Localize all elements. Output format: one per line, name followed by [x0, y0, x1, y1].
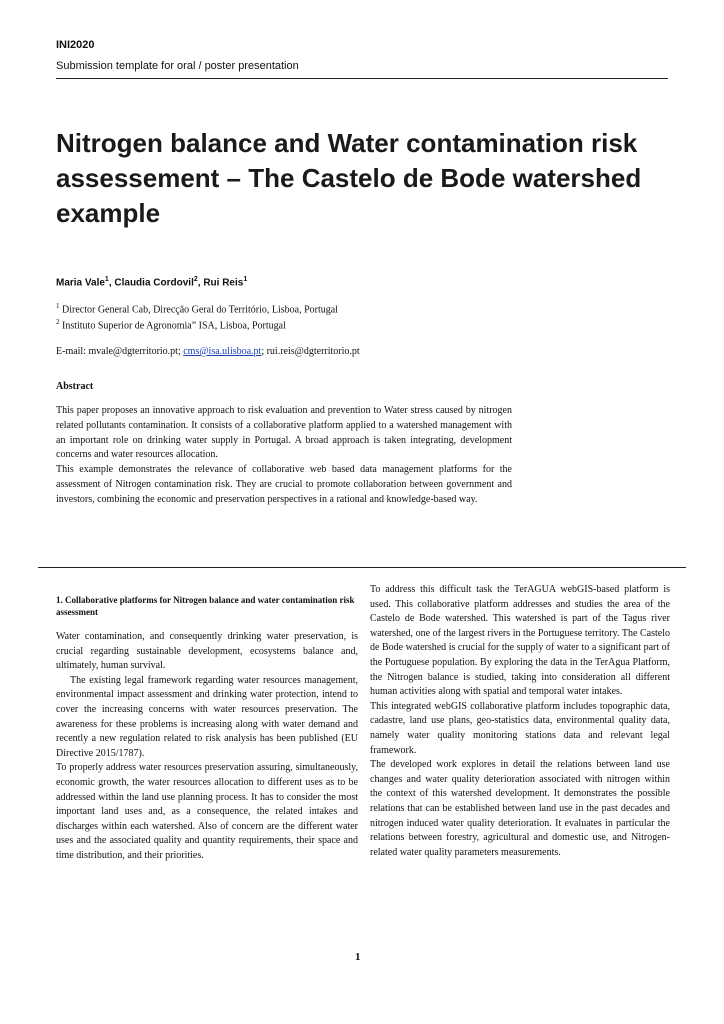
body-paragraph: The developed work explores in detail the relations between land use changes and water quality deterioration associated with nitrogen within the context of this watershed development. It demonstrates the possible relations that can be established between land use in the past decades and nitrogen induced water quality deterioration. It evaluates in particular the relations between forestry, agricultural and domestic use, and Nitrogen-related water quality parameters measurements.	[370, 759, 670, 858]
author-name: Maria Vale	[56, 277, 105, 289]
abstract-paragraph: This paper proposes an innovative approach to risk evaluation and prevention to Water stress caused by nitrogen related pollutants contamination. It consists of a collaborative platform applied to a watershed management with an important role on drinking water supply in Portugal. A broad approach is taken integrating, development concerns and water resources allocation.	[56, 405, 512, 461]
section-heading: 1. Collaborative platforms for Nitrogen balance and water contamination risk assessment	[56, 595, 355, 617]
paper-title: Nitrogen balance and Water contamination risk assessement – The Castelo de Bode watershed example	[56, 128, 642, 228]
author-affiliation-mark: 1	[104, 276, 109, 283]
affiliation-number: 1	[56, 302, 60, 310]
section-divider	[38, 567, 686, 568]
author-name: Rui Reis	[203, 277, 244, 289]
author-name: Claudia Cordovil	[114, 277, 194, 289]
body-paragraph: The existing legal framework regarding water resources management, environmental impact assessment and drinking water protection, intend to cover the increasing concerns with water resources preservation. The awareness for these problems is increasing along with water demand and recently a new regulation related to risk analysis has been published (EU Directive 2015/1787).	[56, 674, 358, 759]
abstract-paragraph: This example demonstrates the relevance of collaborative web based data management platforms for the assessment of Nitrogen contamination risk. They are crucial to promote collaboration between government and investors, combining the economic and preservation perspectives in a rational and knowledge-based way.	[56, 464, 512, 505]
header-divider	[56, 78, 668, 79]
conference-label: INI2020	[56, 39, 95, 51]
page-number: 1	[355, 951, 361, 963]
email-prefix: E-mail: mvale@dgterritorio.pt;	[56, 346, 184, 357]
email-link[interactable]: cms@isa.ulisboa.pt	[183, 346, 262, 357]
abstract-body	[56, 404, 512, 508]
affiliation	[56, 302, 338, 315]
template-subtitle: Submission template for oral / poster presentation	[56, 60, 299, 72]
body-paragraph: Water contamination, and consequently drinking water preservation, is crucial regarding sustainable development, ecosystems balance and, ultimately, human survival.	[56, 631, 358, 672]
affiliation-text: Instituto Superior de Agronomia” ISA, Lisboa, Portugal	[62, 320, 286, 332]
email-suffix: ; rui.reis@dgterritorio.pt	[261, 346, 360, 357]
body-paragraph: To properly address water resources preservation assuring, simultaneously, economic growth, the water resources allocation to different uses as to be addressed within the land use planning process. It has to consider the most important land uses and, as a consequence, the related intakes and discharges within each watershed. Also of concern are the different water uses and the associated quality and quantity requirements, their space and time distribution, and their priorities.	[56, 762, 358, 861]
author-affiliation-mark: 1	[243, 276, 248, 283]
affiliation-number: 2	[56, 318, 60, 326]
email-line	[56, 346, 360, 357]
left-column	[56, 594, 358, 864]
author-affiliation-mark: 2	[193, 276, 198, 283]
body-paragraph: To address this difficult task the TerAGUA webGIS-based platform is used. This collaborative platform addresses and studies the area of the Castelo de Bode watershed. This watershed is part of the Tagus river watershed, one of the largest rivers in the Portuguese territory. The Castelo de Bode watershed is crucial for the supply of water to a significant part of the Portuguese population. By exploring the data in the TerAgua Platform, the Nitrogen balance is studied, taking into consideration all different human activities along with spatial and temporal water intakes.	[370, 584, 670, 698]
author-list: Maria Vale$^1$, Claudia Cordovil$^2$, Rui Reis$^1$	[56, 276, 248, 289]
affiliation	[56, 318, 286, 331]
abstract-heading: Abstract	[56, 381, 94, 392]
body-paragraph: This integrated webGIS collaborative platform includes topographic data, cadastre, land use plans, geo-statistics data, environmental quality data, namely water quality monitoring stations data and relevant legal framework.	[370, 700, 670, 756]
right-column	[370, 583, 670, 860]
affiliation-text: Director General Cab, Direcção Geral do Território, Lisboa, Portugal	[62, 304, 338, 316]
